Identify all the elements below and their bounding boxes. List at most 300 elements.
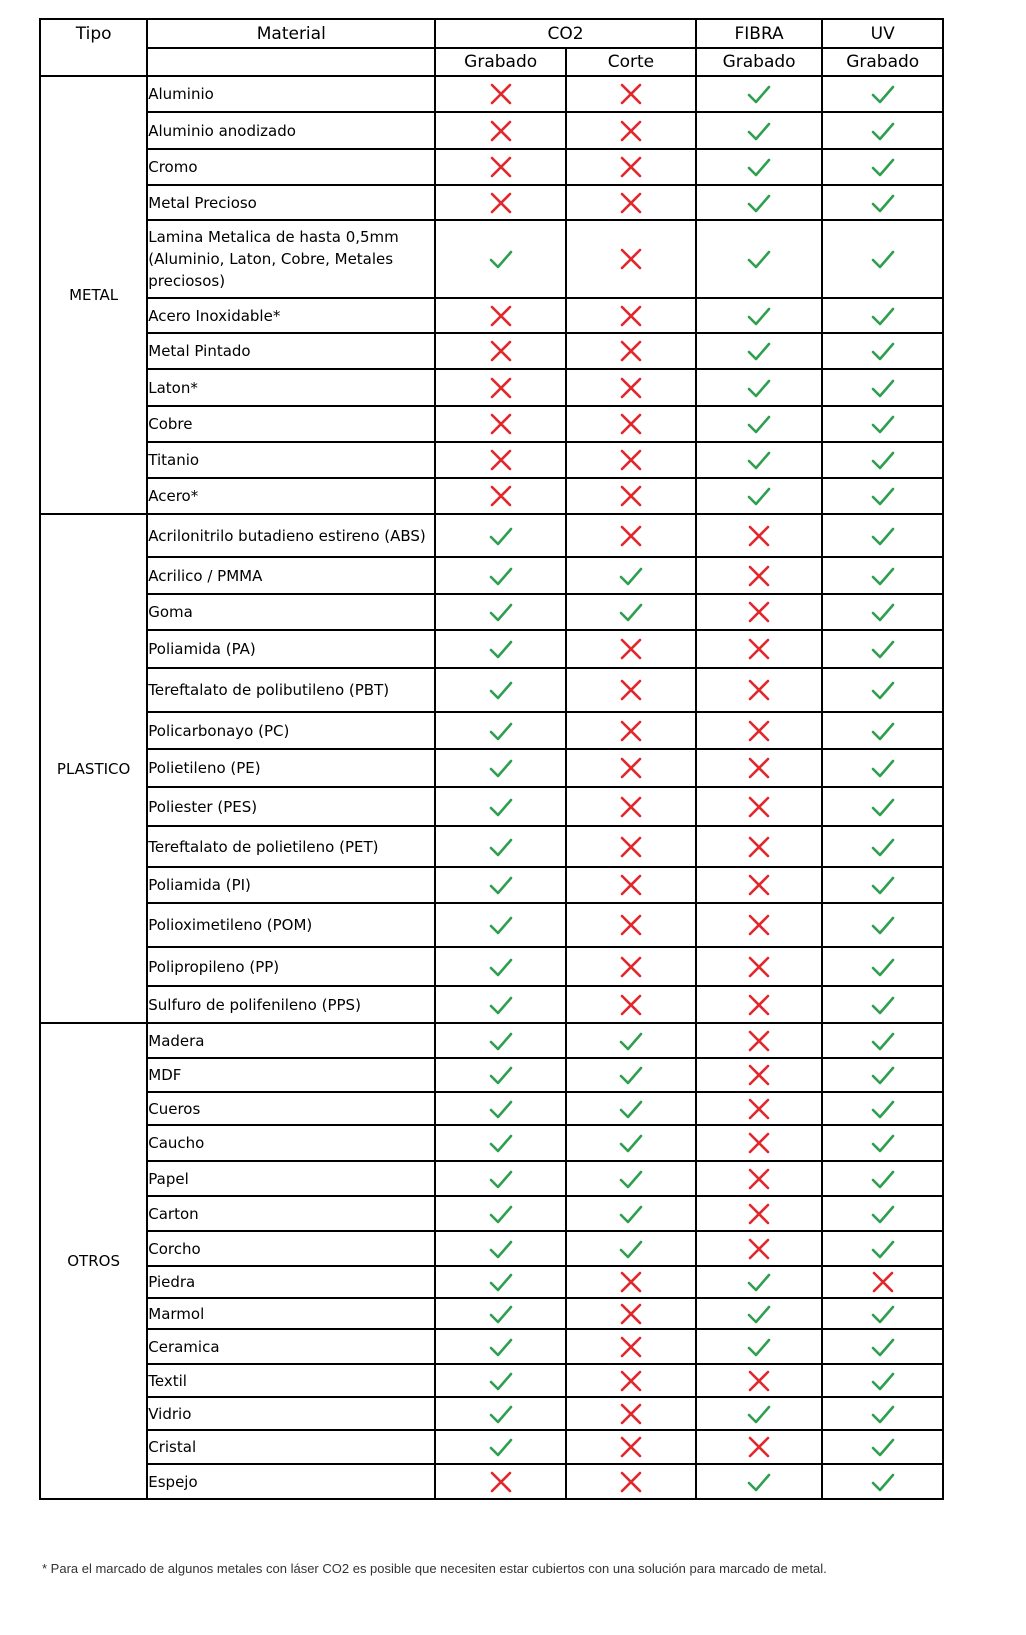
check-icon [869,302,897,330]
compat-cell [566,1430,696,1464]
compat-cell [822,826,943,867]
compat-cell [566,1364,696,1397]
cross-icon [745,676,773,704]
table-row [40,1092,943,1125]
cross-icon [617,911,645,939]
compat-cell [566,1329,696,1364]
check-icon [487,991,515,1019]
table-row [40,220,943,298]
compat-cell [696,1161,823,1196]
compat-cell [566,1298,696,1329]
compat-cell [822,149,943,185]
check-icon [869,1200,897,1228]
compat-cell [822,1397,943,1430]
check-icon [487,1061,515,1089]
table-row [40,826,943,867]
cross-icon [617,302,645,330]
compat-cell [822,1231,943,1266]
compat-cell [566,986,696,1023]
compat-cell [822,1023,943,1058]
table-row [40,298,943,333]
check-icon [869,676,897,704]
compat-cell [435,1196,566,1231]
cross-icon [617,522,645,550]
compat-cell [822,594,943,630]
check-icon [869,245,897,273]
cross-icon [617,1468,645,1496]
cross-icon [487,337,515,365]
compat-cell [822,1196,943,1231]
check-icon [745,446,773,474]
compat-cell [822,514,943,557]
material-cell: MDF [147,1058,435,1092]
laser-materials-table [39,18,944,1500]
table-row [40,406,943,442]
table-body [40,76,943,1499]
compat-cell [566,1125,696,1161]
cross-icon [487,189,515,217]
compat-cell [566,867,696,903]
compat-cell [822,185,943,220]
material-cell: Policarbonayo (PC) [147,712,435,749]
cross-icon [617,117,645,145]
compat-cell [435,903,566,947]
compat-cell [566,1161,696,1196]
cross-icon [745,1235,773,1263]
compat-cell [822,668,943,712]
table-row [40,947,943,986]
compat-cell [435,986,566,1023]
column-group-fibra: FIBRA [696,19,823,48]
compat-cell [435,514,566,557]
cross-icon [617,833,645,861]
check-icon [487,754,515,782]
check-icon [617,598,645,626]
table-row [40,557,943,594]
check-icon [869,1235,897,1263]
compat-cell [822,442,943,478]
table-row [40,787,943,826]
compat-cell [566,478,696,514]
cross-icon [617,754,645,782]
compat-cell [435,1298,566,1329]
check-icon [487,911,515,939]
check-icon [487,953,515,981]
compat-cell [696,1023,823,1058]
compat-cell [566,1397,696,1430]
subheader-co2-corte: Corte [566,48,696,76]
cross-icon [617,410,645,438]
compat-cell [566,594,696,630]
check-icon [869,337,897,365]
table-row [40,1430,943,1464]
table-row [40,1397,943,1430]
material-cell: Papel [147,1161,435,1196]
check-icon [487,522,515,550]
material-cell: Titanio [147,442,435,478]
cross-icon [617,1300,645,1328]
subheader-uv-grabado: Grabado [822,48,943,76]
compat-cell [822,1161,943,1196]
check-icon [869,1129,897,1157]
check-icon [617,1200,645,1228]
cross-icon [745,1027,773,1055]
compat-cell [435,76,566,112]
material-cell: Ceramica [147,1329,435,1364]
check-icon [869,717,897,745]
cross-icon [617,482,645,510]
check-icon [869,1433,897,1461]
compat-cell [566,406,696,442]
material-cell: Metal Pintado [147,333,435,369]
material-cell: Acero Inoxidable* [147,298,435,333]
compat-cell [435,1364,566,1397]
check-icon [869,635,897,663]
check-icon [869,522,897,550]
compat-cell [566,333,696,369]
compat-cell [696,1266,823,1298]
table-row [40,668,943,712]
material-cell: Polietileno (PE) [147,749,435,787]
compat-cell [566,185,696,220]
compat-cell [566,712,696,749]
check-icon [869,953,897,981]
compat-cell [566,112,696,149]
compat-cell [696,1058,823,1092]
compat-cell [696,1364,823,1397]
compat-cell [435,787,566,826]
cross-icon [745,1433,773,1461]
check-icon [745,1400,773,1428]
check-icon [487,1235,515,1263]
material-cell: Sulfuro de polifenileno (PPS) [147,986,435,1023]
header-row-subs [40,48,943,76]
compat-cell [696,298,823,333]
check-icon [745,1333,773,1361]
compat-cell [566,369,696,406]
material-cell: Acero* [147,478,435,514]
compat-cell [696,442,823,478]
compat-cell [435,1397,566,1430]
material-cell: Piedra [147,1266,435,1298]
check-icon [617,1027,645,1055]
table-row [40,1023,943,1058]
material-cell: Tereftalato de polietileno (PET) [147,826,435,867]
subheader-fibra-grabado: Grabado [696,48,823,76]
cross-icon [617,953,645,981]
table-row [40,594,943,630]
compat-cell [696,947,823,986]
compat-cell [696,826,823,867]
compat-cell [696,557,823,594]
check-icon [745,1300,773,1328]
cross-icon [617,991,645,1019]
check-icon [869,482,897,510]
material-cell: Polioximetileno (POM) [147,903,435,947]
check-icon [487,635,515,663]
compat-cell [696,149,823,185]
cross-icon [487,482,515,510]
cross-icon [617,1367,645,1395]
check-icon [869,562,897,590]
compat-cell [435,406,566,442]
compat-cell [822,333,943,369]
compat-cell [566,903,696,947]
compat-cell [566,298,696,333]
check-icon [869,754,897,782]
check-icon [745,245,773,273]
table-row [40,1298,943,1329]
header-row-groups [40,19,943,48]
column-group-co2: CO2 [435,19,695,48]
material-cell: Carton [147,1196,435,1231]
check-icon [487,717,515,745]
compat-cell [696,1430,823,1464]
compat-cell [435,749,566,787]
compat-cell [696,185,823,220]
subheader-co2-grabado: Grabado [435,48,566,76]
table-row [40,1329,943,1364]
compat-cell [435,1231,566,1266]
compat-cell [822,112,943,149]
compat-cell [566,557,696,594]
compat-cell [696,787,823,826]
cross-icon [745,1061,773,1089]
compat-cell [822,630,943,668]
table-row [40,867,943,903]
check-icon [487,1367,515,1395]
compat-cell [435,220,566,298]
check-icon [617,562,645,590]
cross-icon [745,1367,773,1395]
check-icon [745,482,773,510]
cross-icon [745,562,773,590]
check-icon [869,598,897,626]
table-row [40,1464,943,1499]
compat-cell [696,1329,823,1364]
cross-icon [617,676,645,704]
footnote: * Para el marcado de algunos metales con láser CO2 es posible que necesiten estar cubiertos con una solución para marcado de metal. [42,1561,827,1576]
check-icon [869,1400,897,1428]
compat-cell [822,1464,943,1499]
check-icon [869,1165,897,1193]
compat-cell [435,1092,566,1125]
compat-cell [696,1196,823,1231]
table-row [40,333,943,369]
cross-icon [487,446,515,474]
cross-icon [617,871,645,899]
check-icon [487,1333,515,1361]
cross-icon [745,717,773,745]
compat-cell [435,826,566,867]
compat-cell [822,1364,943,1397]
check-icon [869,1367,897,1395]
cross-icon [745,833,773,861]
compat-cell [822,787,943,826]
cross-icon [745,991,773,1019]
compat-cell [435,442,566,478]
cross-icon [617,717,645,745]
compat-cell [566,1092,696,1125]
cross-icon [745,635,773,663]
compat-cell [566,1231,696,1266]
compat-cell [566,442,696,478]
check-icon [487,1200,515,1228]
check-icon [487,1095,515,1123]
check-icon [869,189,897,217]
compat-cell [696,514,823,557]
cross-icon [487,374,515,402]
compat-cell [435,630,566,668]
compat-cell [822,1266,943,1298]
check-icon [487,1165,515,1193]
compat-cell [822,947,943,986]
compat-cell [696,1298,823,1329]
compat-cell [696,369,823,406]
table-row [40,1125,943,1161]
cross-icon [617,245,645,273]
compat-cell [566,947,696,986]
compat-cell [822,1329,943,1364]
compat-cell [696,478,823,514]
cross-icon [617,337,645,365]
compat-cell [566,826,696,867]
cross-icon [869,1268,897,1296]
compat-cell [822,986,943,1023]
check-icon [487,598,515,626]
compat-cell [822,749,943,787]
table-row [40,1364,943,1397]
compat-cell [822,903,943,947]
check-icon [745,1468,773,1496]
check-icon [745,189,773,217]
compat-cell [822,406,943,442]
compat-cell [435,668,566,712]
compat-cell [822,369,943,406]
compat-cell [435,1266,566,1298]
compat-cell [566,1464,696,1499]
check-icon [745,410,773,438]
table-row [40,1231,943,1266]
compat-cell [696,1092,823,1125]
table-row [40,1161,943,1196]
compat-cell [566,149,696,185]
cross-icon [617,1268,645,1296]
compat-cell [822,1092,943,1125]
cross-icon [617,153,645,181]
material-cell: Metal Precioso [147,185,435,220]
cross-icon [617,635,645,663]
compat-cell [822,557,943,594]
material-cell: Cromo [147,149,435,185]
cross-icon [617,1400,645,1428]
cross-icon [745,1129,773,1157]
type-cell: METAL [40,76,147,514]
compat-cell [696,749,823,787]
material-cell: Marmol [147,1298,435,1329]
compat-cell [822,1430,943,1464]
check-icon [487,793,515,821]
compat-cell [435,298,566,333]
check-icon [869,410,897,438]
compat-cell [696,668,823,712]
check-icon [869,117,897,145]
table-row [40,149,943,185]
check-icon [869,1333,897,1361]
cross-icon [745,598,773,626]
compat-cell [696,712,823,749]
check-icon [869,833,897,861]
material-cell: Poliester (PES) [147,787,435,826]
check-icon [745,337,773,365]
compat-cell [696,1397,823,1430]
column-group-uv: UV [822,19,943,48]
check-icon [617,1095,645,1123]
table-row [40,1196,943,1231]
compat-cell [696,333,823,369]
check-icon [617,1129,645,1157]
check-icon [869,1468,897,1496]
cross-icon [745,754,773,782]
check-icon [869,793,897,821]
table-row [40,749,943,787]
compat-cell [435,1464,566,1499]
compat-cell [435,333,566,369]
cross-icon [487,153,515,181]
check-icon [617,1235,645,1263]
material-cell: Polipropileno (PP) [147,947,435,986]
table-row [40,112,943,149]
check-icon [869,1300,897,1328]
check-icon [745,302,773,330]
cross-icon [745,522,773,550]
check-icon [869,1095,897,1123]
compat-cell [696,112,823,149]
check-icon [617,1165,645,1193]
column-header-material: Material [147,19,435,48]
compat-cell [822,298,943,333]
cross-icon [617,793,645,821]
compat-cell [822,478,943,514]
compat-cell [435,594,566,630]
compat-cell [435,712,566,749]
compat-cell [566,220,696,298]
compat-cell [566,749,696,787]
cross-icon [487,117,515,145]
compat-cell [822,76,943,112]
material-cell: Poliamida (PI) [147,867,435,903]
compat-cell [696,1464,823,1499]
compat-cell [566,630,696,668]
material-cell: Cobre [147,406,435,442]
check-icon [869,991,897,1019]
material-cell: Tereftalato de polibutileno (PBT) [147,668,435,712]
compat-cell [696,903,823,947]
cross-icon [745,911,773,939]
cross-icon [745,1165,773,1193]
check-icon [869,80,897,108]
material-cell: Textil [147,1364,435,1397]
compat-cell [566,76,696,112]
check-icon [487,1268,515,1296]
cross-icon [617,446,645,474]
material-cell: Aluminio [147,76,435,112]
check-icon [745,1268,773,1296]
cross-icon [487,80,515,108]
compat-cell [566,1023,696,1058]
check-icon [869,153,897,181]
table-row [40,712,943,749]
